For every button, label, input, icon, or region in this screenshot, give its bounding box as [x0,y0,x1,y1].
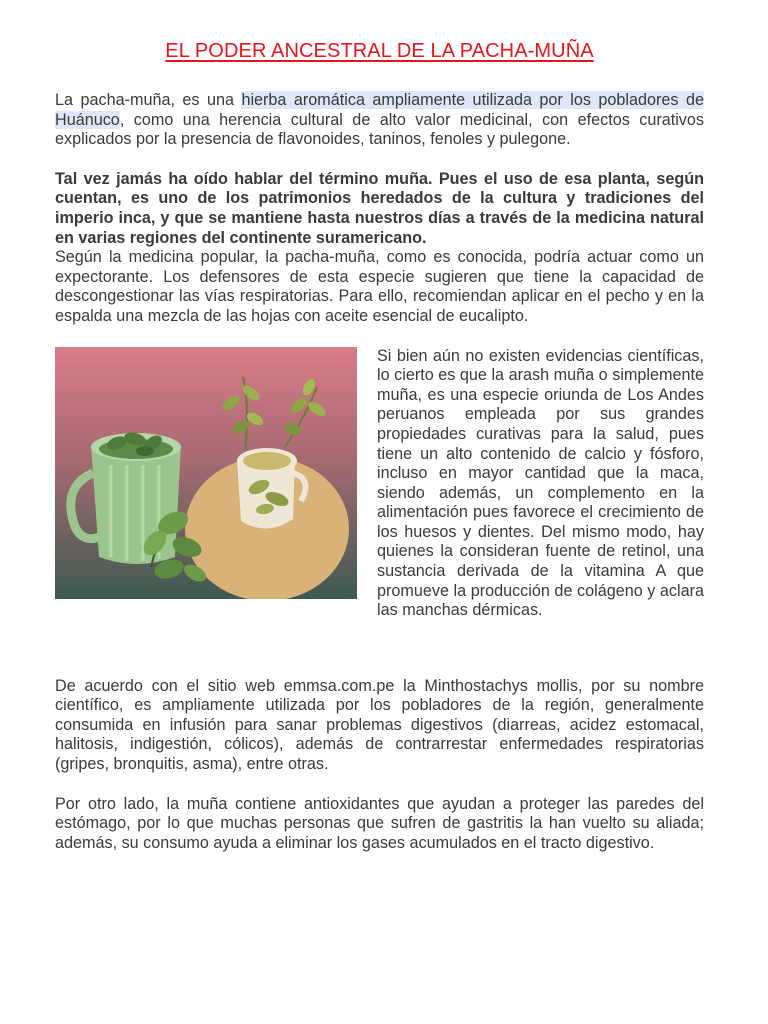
intro-text-start: La pacha-muña, es una [55,91,242,109]
document-title: EL PODER ANCESTRAL DE LA PACHA-MUÑA [165,40,594,62]
paragraph-expectorant: Según la medicina popular, la pacha-muña, como es conocida, podría actuar como un expectorante. Los defensores de esta especie sugieren que tiene la capacidad de descongestionar las vías respiratorias. Para ello, recomiendan aplicar en el pecho y en la espalda una mezcla de las hojas con aceite esencial de eucalipto. [55,248,704,325]
paragraph-scientific: De acuerdo con el sitio web emmsa.com.pe la Minthostachys mollis, por su nombre científico, es ampliamente utilizada por los pobladores de la región, generalmente consumida en infusión para sanar problemas digestivos (diarreas, acidez estomacal, halitosis, indigestión, cólicos), además de contrarrestar enfermedades respiratorias (gripes, bronquitis, asma), entre otras. [55,676,704,773]
paragraph-bold: Tal vez jamás ha oído hablar del término muña. Pues el uso de esa planta, según cuentan, es uno de los patrimonios heredados de la cultura y tradiciones del imperio inca, y que se mantiene hasta nuestros días a través de la medicina natural en varias regiones del continente suramericano. [55,169,704,247]
side-column [377,347,704,621]
image-text-section [55,347,704,677]
intro-text-end: , como una herencia cultural de alto valor medicinal, con efectos curativos explicados por la presencia de flavonoides, taninos, fenoles y pulegone. [55,110,704,149]
highlighted-text[interactable]: hierba aromática ampliamente utilizada por los pobladores de Huánuco [55,91,704,129]
paragraph-properties: Si bien aún no existen evidencias científicas, lo cierto es que la arash muña o simplemente muña, es una especie oriunda de Los Andes peruanos empleada por sus grandes propiedades curativas para la salud, pues tiene un alto contenido de calcio y fósforo, incluso en mayor cantidad que la maca, siendo además, un complemento en la alimentación pues favorece el crecimiento de los huesos y dientes. Del mismo modo, hay quienes la consideran fuente de retinol, una sustancia derivada de la vitamina A que promueve la producción de colágeno y aclara las manchas dérmicas. [377,346,704,620]
tea-cups-illustration [55,347,357,599]
paragraph-antioxidants: Por otro lado, la muña contiene antioxidantes que ayudan a proteger las paredes del estómago, por lo que muchas personas que sufren de gastritis la han vuelto su aliada; además, su consumo ayuda a eliminar los gases acumulados en el tracto digestivo. [55,794,704,852]
paragraph-intro [55,91,704,150]
document-page [55,40,704,853]
right-cup-tea [243,452,291,470]
